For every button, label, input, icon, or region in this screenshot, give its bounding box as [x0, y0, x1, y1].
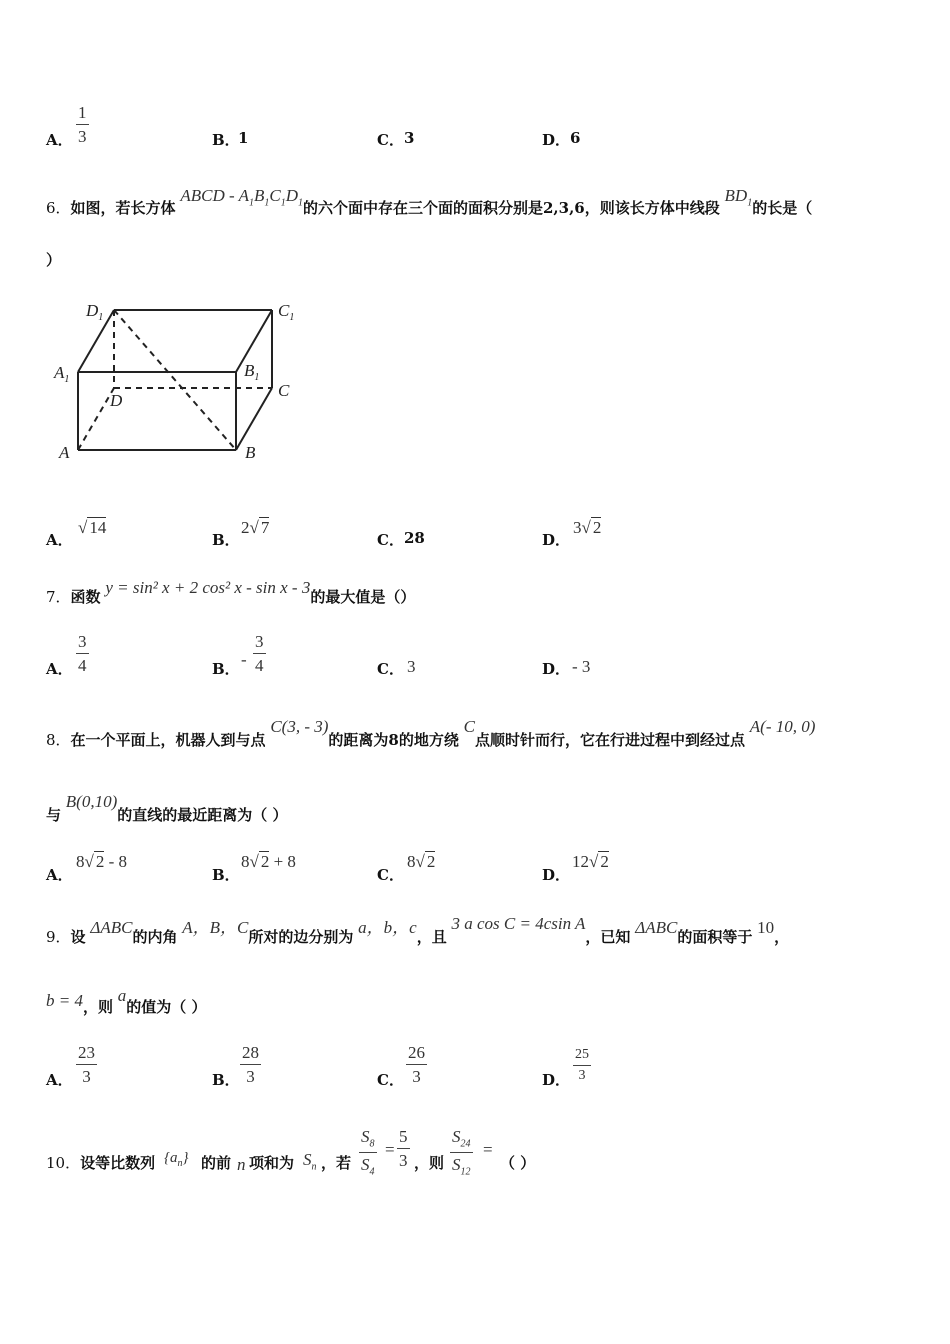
q6-text-d: ） — [46, 251, 62, 269]
q9-area: 10 — [757, 918, 775, 937]
label-d1: $D_1$ — [86, 301, 104, 323]
q7-option-a-fraction: $\frac{3}{4}$ — [78, 632, 87, 675]
q10-ratio-1: $\frac{S_8}{S_4}$ — [361, 1127, 375, 1178]
q9-option-b-label: B． — [212, 1071, 240, 1089]
q5-option-c-value: 3 — [404, 129, 415, 147]
question-7-stem: 7．函数 y = sin² x + 2 cos² x - sin x - 3的最大值是（） — [46, 578, 416, 606]
q7-formula: y = sin² x + 2 cos² x - sin x - 3 — [105, 578, 311, 597]
q10-n: n — [237, 1155, 246, 1174]
q7-option-c-value: 3 — [407, 657, 416, 676]
q10-ratio-2: $\frac{5}{3}$ — [399, 1127, 408, 1170]
q10-sn: $S_n$ — [303, 1150, 317, 1173]
q7-option-b-label: B． — [212, 660, 240, 678]
q6-box-rest: B — [253, 186, 265, 205]
label-b: B — [245, 443, 256, 462]
q6-text-a: 如图，若长方体 — [70, 199, 176, 217]
q6-segment: BD — [724, 186, 748, 205]
q8-option-a-value: 8√ 2 - 8 — [76, 852, 128, 871]
q9-sides: a，b，c — [358, 918, 417, 937]
q5-option-d-value: 6 — [570, 129, 581, 147]
diagonal-bd1 — [114, 310, 236, 450]
q7-option-a-label: A． — [46, 660, 73, 678]
q9-triangle: ΔABC — [90, 918, 133, 937]
label-a1: $A_1$ — [54, 363, 70, 385]
q10-text-c: 项和为 — [249, 1154, 295, 1172]
q10-sequence: $\{a_n\}$ — [164, 1150, 189, 1169]
q8-option-a-label: A． — [46, 866, 73, 884]
q8-option-b-label: B． — [212, 866, 240, 884]
q10-text-d: ，若 — [321, 1154, 352, 1172]
q5-option-c-label: C． — [377, 131, 404, 149]
q5-option-a-num: 1 — [76, 104, 89, 125]
q9-option-c-label: C． — [377, 1071, 404, 1089]
q9-option-b-fraction: $\frac{28}{3}$ — [242, 1043, 259, 1086]
q10-text-e: ，则 — [414, 1154, 445, 1172]
q6-text-c: 的长是（ — [752, 199, 813, 217]
q8-option-c-value: 8√ 2 — [407, 852, 436, 871]
q9-a: a — [117, 986, 127, 1005]
question-6-stem: 6．如图，若长方体 ABCD - $A_1B_1C_1D_1$的六个面中存在三个面的面积分别是2,3,6，则该长方体中线段 $BD_1$的长是（ — [46, 186, 813, 217]
question-8-stem-line1: 8．在一个平面上，机器人到与点 C(3, - 3)的距离为8的地方绕 C点顺时针而行，它在行进过程中到经过点 A(- 10, 0) — [46, 717, 816, 749]
q6-box: ABCD - A — [180, 186, 249, 205]
q6-option-b-label: B． — [212, 531, 240, 549]
q6-option-b-value: 2√ 7 — [241, 518, 270, 537]
q5-option-a-fraction — [76, 104, 89, 145]
q8-point-c: C(3, - 3) — [270, 717, 329, 736]
q7-option-b-fraction: $\frac{3}{4}$ — [255, 632, 264, 675]
q5-option-b-label: B． — [212, 131, 240, 149]
q8-option-b-value: 8√ 2 + 8 — [241, 852, 296, 871]
q10-text-f: （ ） — [500, 1154, 536, 1172]
question-10-number-text: 10．设等比数列 — [46, 1154, 156, 1172]
label-d: D — [110, 391, 123, 410]
q10-equals: = — [385, 1140, 395, 1159]
q9-option-c-fraction: $\frac{26}{3}$ — [408, 1043, 425, 1086]
q6-option-c-label: C． — [377, 531, 404, 549]
q6-option-d-value: 3√ 2 — [573, 518, 602, 537]
q9-option-a-fraction: $\frac{23}{3}$ — [78, 1043, 95, 1086]
cuboid-figure — [46, 292, 306, 487]
q6-option-a-label: A． — [46, 531, 73, 549]
q10-ratio-3: $\frac{S_{24}}{S_{12}}$ — [452, 1127, 471, 1178]
q5-option-b-value: 1 — [238, 129, 249, 147]
label-c: C — [278, 381, 290, 400]
q8-option-d-value: 12√ 2 — [572, 852, 609, 871]
q9-option-d-fraction: $\frac{25}{3}$ — [575, 1047, 589, 1083]
label-b1: $B_1$ — [244, 361, 260, 383]
q6-number: 6． — [46, 199, 71, 217]
edge-ad — [78, 388, 114, 450]
q6-text-b: 的六个面中存在三个面的面积分别是2,3,6，则该长方体中线段 — [302, 199, 720, 217]
question-9-stem-line1: 9．设 ΔABC的内角 A，B，C所对的边分别为 a，b，c，且 3 a cos C = 4csin A，已知 ΔABC的面积等于 10， — [46, 914, 790, 946]
q7-option-b-sign: - — [241, 650, 247, 669]
q7-option-d-value: - 3 — [572, 657, 591, 676]
q8-point-b: B(0,10) — [65, 792, 118, 811]
q5-option-a-label: A． — [46, 131, 73, 149]
q6-option-d-label: D． — [542, 531, 571, 549]
q10-text-b: 的前 — [201, 1154, 232, 1172]
question-9-stem-line2: b = 4，则 a的值为（ ） — [46, 986, 207, 1016]
q6-option-c-value: 28 — [404, 529, 425, 547]
q9-option-a-label: A． — [46, 1071, 73, 1089]
q9-angles: A，B，C — [182, 918, 249, 937]
q9-condition: 3 a cos C = 4csin A — [451, 914, 586, 933]
q8-option-c-label: C． — [377, 866, 404, 884]
q6-option-a-value: √ 14 — [78, 518, 107, 537]
q5-option-a-den: 3 — [78, 127, 87, 146]
q9-option-d-label: D． — [542, 1071, 571, 1089]
q7-option-c-label: C． — [377, 660, 404, 678]
q8-option-d-label: D． — [542, 866, 571, 884]
question-8-stem-line2: 与 B(0,10)的直线的最近距离为（ ） — [46, 792, 288, 824]
q10-equals-2: = — [483, 1140, 493, 1159]
q8-c: C — [463, 717, 475, 736]
label-a: A — [59, 443, 70, 462]
q5-option-d-label: D． — [542, 131, 571, 149]
q9-triangle-2: ΔABC — [635, 918, 678, 937]
label-c1: $C_1$ — [278, 301, 295, 323]
q8-point-a: A(- 10, 0) — [749, 717, 816, 736]
edge-bc — [236, 388, 272, 450]
q9-b-eq: b = 4 — [46, 991, 83, 1010]
q7-option-d-label: D． — [542, 660, 571, 678]
